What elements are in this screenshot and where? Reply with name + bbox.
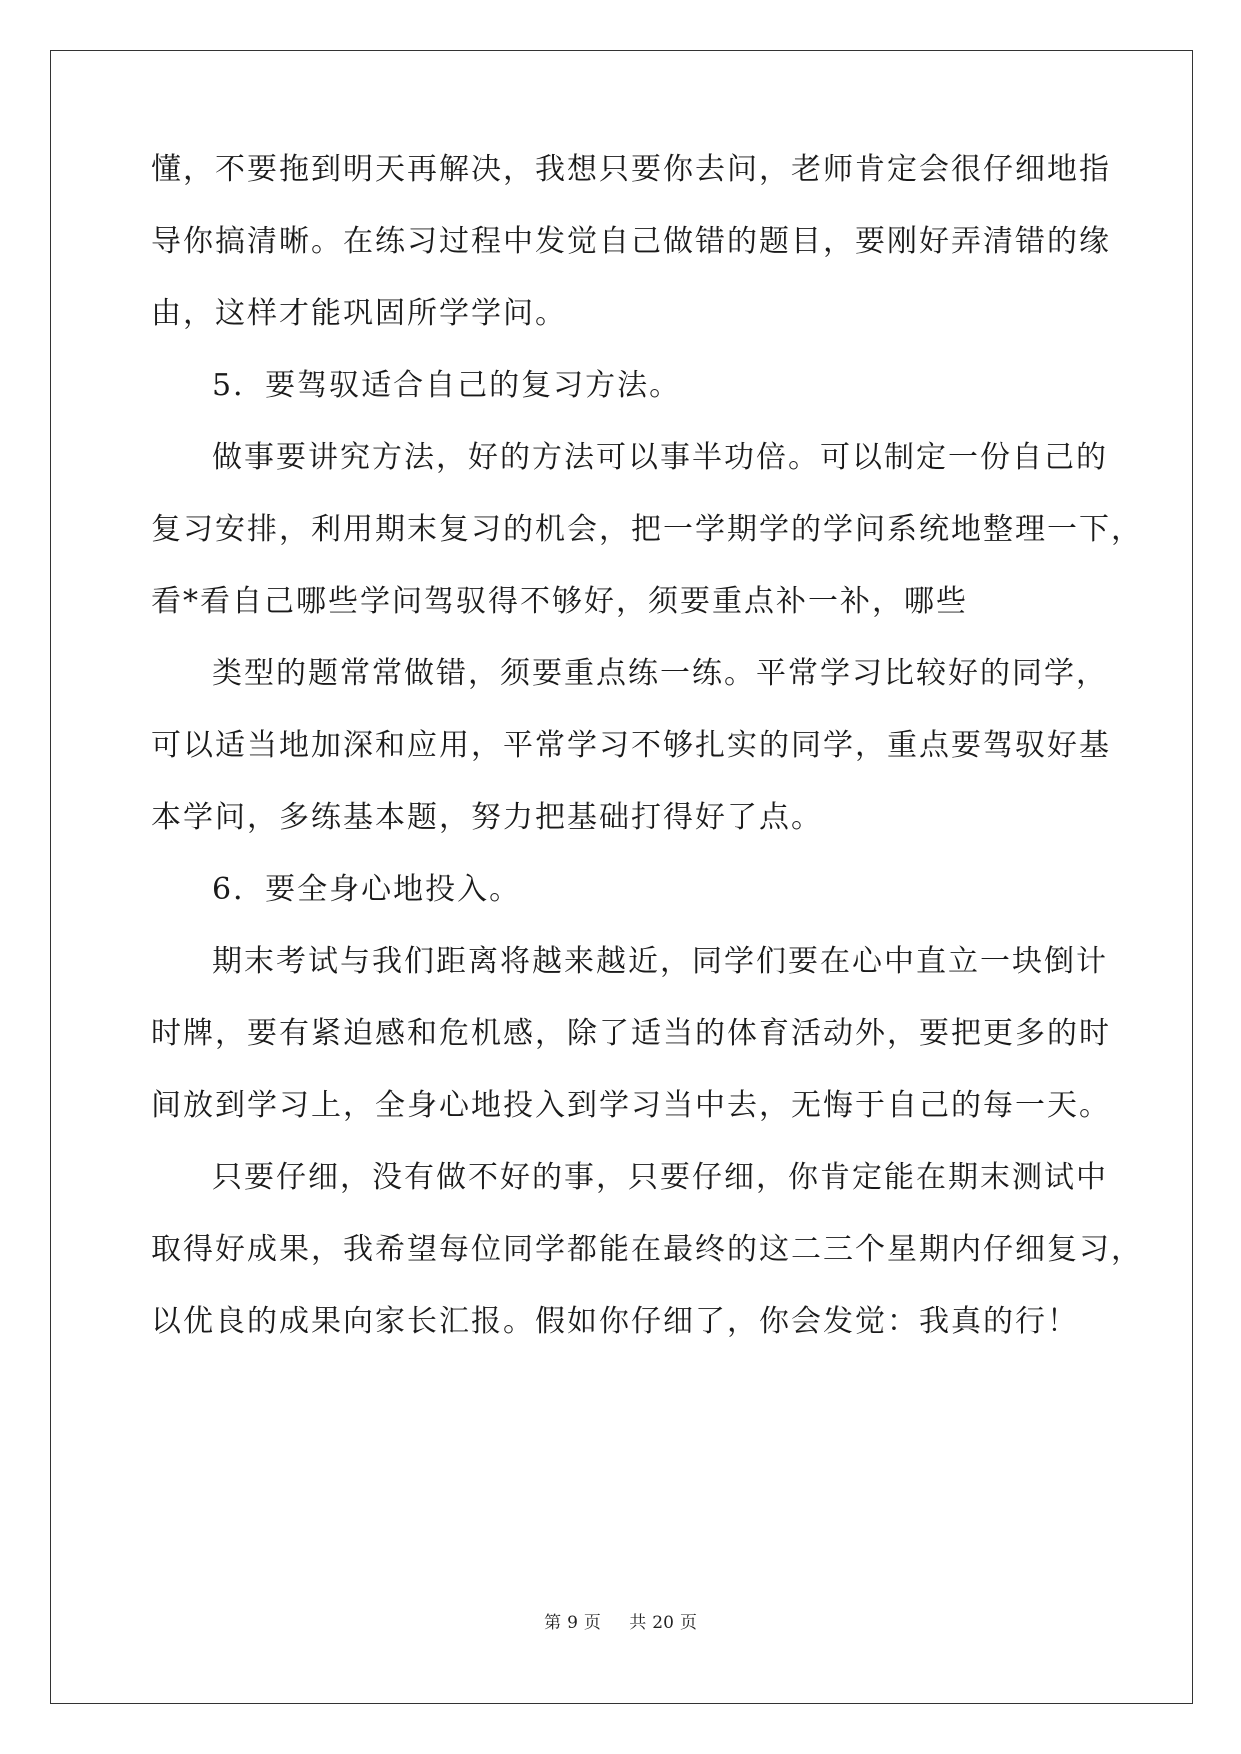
total-pages: 20 bbox=[652, 1613, 674, 1633]
text-line: 可以适当地加深和应用，平常学习不够扎实的同学，重点要驾驭好基 bbox=[151, 728, 1111, 763]
text-line: 取得好成果，我希望每位同学都能在最终的这二三个星期内仔细复习， bbox=[151, 1232, 1143, 1267]
page-total bbox=[626, 1613, 700, 1633]
text-line: 间放到学习上，全身心地投入到学习当中去，无悔于自己的每一天。 bbox=[151, 1088, 1111, 1123]
page-number bbox=[541, 1613, 604, 1633]
text-line: 期末考试与我们距离将越来越近，同学们要在心中直立一块倒计 bbox=[212, 944, 1108, 979]
text-line: 懂，不要拖到明天再解决，我想只要你去问，老师肯定会很仔细地指 bbox=[151, 152, 1111, 187]
text-line: 看*看自己哪些学问驾驭得不够好，须要重点补一补，哪些 bbox=[151, 584, 968, 619]
page-footer bbox=[0, 1608, 1241, 1633]
page-prefix: 第 bbox=[544, 1613, 562, 1633]
page-suffix: 页 bbox=[583, 1613, 601, 1633]
text-line: 由，这样才能巩固所学学问。 bbox=[151, 296, 567, 331]
section-heading: 6．要全身心地投入。 bbox=[212, 872, 522, 907]
text-line: 导你搞清晰。在练习过程中发觉自己做错的题目，要刚好弄清错的缘 bbox=[151, 224, 1111, 259]
text-line: 只要仔细，没有做不好的事，只要仔细，你肯定能在期末测试中 bbox=[212, 1160, 1108, 1195]
text-line: 复习安排，利用期末复习的机会，把一学期学的学问系统地整理一下， bbox=[151, 512, 1143, 547]
text-line: 时牌，要有紧迫感和危机感，除了适当的体育活动外，要把更多的时 bbox=[151, 1016, 1111, 1051]
text-line: 本学问，多练基本题，努力把基础打得好了点。 bbox=[151, 800, 823, 835]
text-line: 做事要讲究方法，好的方法可以事半功倍。可以制定一份自己的 bbox=[212, 440, 1108, 475]
total-suffix: 页 bbox=[679, 1613, 697, 1633]
text-line: 类型的题常常做错，须要重点练一练。平常学习比较好的同学， bbox=[212, 656, 1108, 691]
text-line: 以优良的成果向家长汇报。假如你仔细了，你会发觉：我真的行！ bbox=[151, 1304, 1079, 1339]
section-heading: 5．要驾驭适合自己的复习方法。 bbox=[212, 368, 682, 403]
page-current: 9 bbox=[567, 1613, 578, 1633]
total-prefix: 共 bbox=[629, 1613, 647, 1633]
